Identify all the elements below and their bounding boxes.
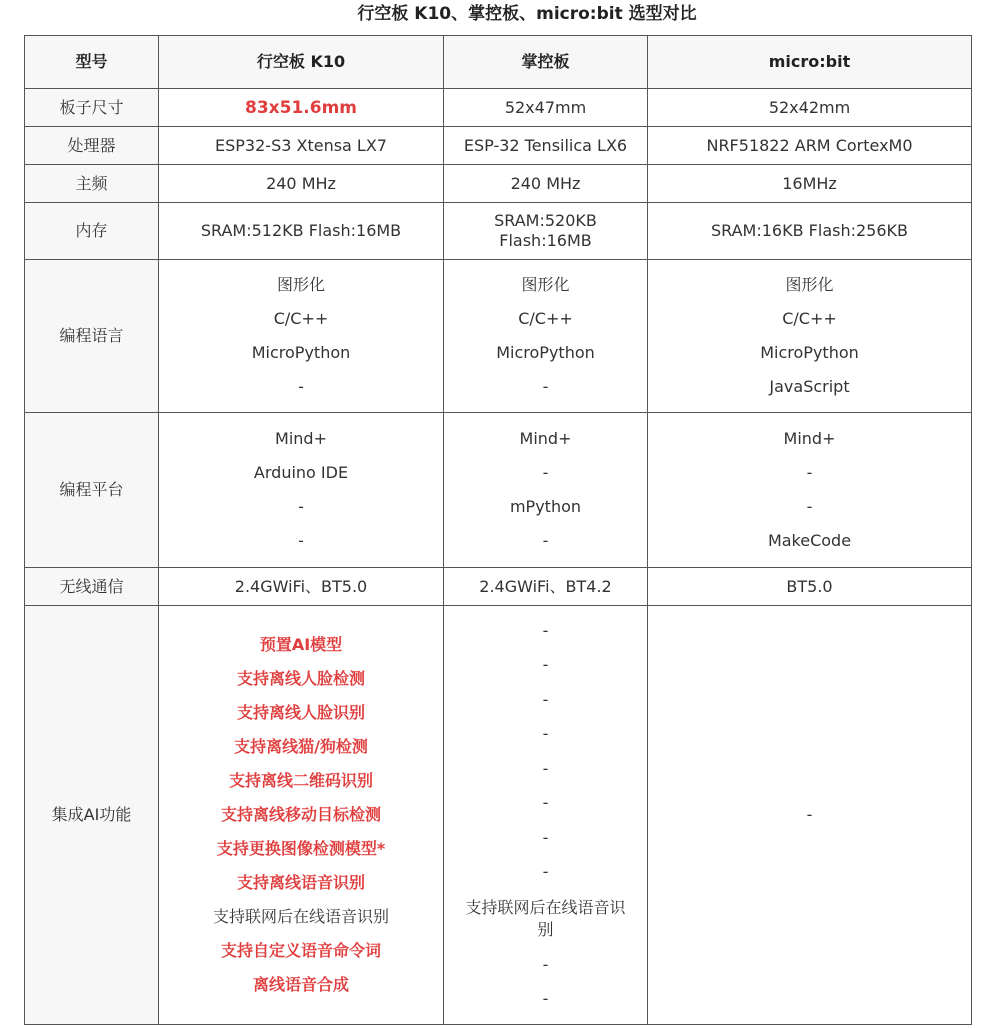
row-label-platform: 编程平台 bbox=[25, 413, 159, 568]
list-item: - bbox=[542, 463, 549, 482]
list-item: - bbox=[542, 954, 549, 974]
list-item-online-voice bbox=[448, 890, 643, 948]
list-item: - bbox=[298, 531, 304, 550]
table-row bbox=[25, 89, 972, 127]
cell-k10-cpu: ESP32-S3 Xtensa LX7 bbox=[159, 127, 444, 165]
list-item: MicroPython bbox=[496, 343, 595, 362]
list-item: - bbox=[542, 793, 549, 812]
list-item: mPython bbox=[509, 497, 582, 516]
cell-zk-ai bbox=[444, 606, 648, 1025]
row-label-lang: 编程语言 bbox=[25, 260, 159, 413]
list-item: 离线语音合成 bbox=[252, 975, 349, 994]
cell-zk-mem bbox=[444, 203, 648, 260]
table-row bbox=[25, 165, 972, 203]
zk-online-line1: 支持联网后在线语音识 bbox=[465, 897, 626, 917]
list-item: 支持自定义语音命令词 bbox=[220, 941, 381, 960]
list-item: C/C++ bbox=[782, 309, 837, 328]
list-item: 支持离线人脸识别 bbox=[236, 703, 365, 722]
zk-online-line2: 别 bbox=[537, 919, 554, 939]
list-item: Arduino IDE bbox=[253, 463, 349, 482]
table-header-row bbox=[25, 36, 972, 89]
list-item: - bbox=[542, 724, 549, 743]
table-row bbox=[25, 568, 972, 606]
header-model: 型号 bbox=[25, 36, 159, 89]
list-item: MakeCode bbox=[767, 531, 852, 550]
header-k10: 行空板 K10 bbox=[159, 36, 444, 89]
list-item: MicroPython bbox=[251, 343, 351, 362]
cell-k10-freq: 240 MHz bbox=[159, 165, 444, 203]
table-row bbox=[25, 260, 972, 413]
row-label-ai: 集成AI功能 bbox=[25, 606, 159, 1025]
cell-zk-lang bbox=[444, 260, 648, 413]
cell-mb-wireless: BT5.0 bbox=[648, 568, 972, 606]
list-item: - bbox=[542, 531, 549, 550]
list-item: - bbox=[542, 989, 549, 1008]
cell-mb-mem: SRAM:16KB Flash:256KB bbox=[648, 203, 972, 260]
list-item: - bbox=[806, 497, 813, 516]
list-item: - bbox=[298, 497, 304, 516]
cell-zk-size: 52x47mm bbox=[444, 89, 648, 127]
list-item: - bbox=[298, 377, 304, 396]
row-label-freq: 主频 bbox=[25, 165, 159, 203]
cell-k10-ai bbox=[159, 606, 444, 1025]
list-item: - bbox=[542, 655, 549, 674]
list-item: 支持更换图像检测模型* bbox=[216, 839, 386, 858]
list-item: Mind+ bbox=[519, 429, 572, 448]
cell-k10-size: 83x51.6mm bbox=[159, 89, 444, 127]
cell-zk-freq: 240 MHz bbox=[444, 165, 648, 203]
row-label-wireless: 无线通信 bbox=[25, 568, 159, 606]
list-item: C/C++ bbox=[273, 309, 329, 328]
list-item: 图形化 bbox=[276, 275, 325, 294]
cell-zk-mem-line2: Flash:16MB bbox=[499, 231, 592, 250]
list-item: JavaScript bbox=[769, 377, 850, 396]
list-item: 预置AI模型 bbox=[259, 635, 343, 654]
list-item: 支持离线移动目标检测 bbox=[220, 805, 381, 824]
cell-zk-wireless: 2.4GWiFi、BT4.2 bbox=[444, 568, 648, 606]
row-label-cpu: 处理器 bbox=[25, 127, 159, 165]
header-zhangkong: 掌控板 bbox=[444, 36, 648, 89]
cell-mb-platform bbox=[648, 413, 972, 568]
list-item: - bbox=[542, 689, 549, 709]
list-item: 支持离线二维码识别 bbox=[228, 771, 373, 790]
list-item: - bbox=[542, 862, 549, 881]
table-row bbox=[25, 127, 972, 165]
cell-k10-lang bbox=[159, 260, 444, 413]
cell-mb-ai: - bbox=[648, 606, 972, 1025]
list-item: - bbox=[542, 377, 549, 396]
table-row bbox=[25, 203, 972, 260]
cell-zk-mem-line1: SRAM:520KB bbox=[494, 211, 597, 230]
cell-mb-lang bbox=[648, 260, 972, 413]
cell-mb-freq: 16MHz bbox=[648, 165, 972, 203]
page-title: 行空板 K10、掌控板、micro:bit 选型对比 bbox=[357, 4, 697, 24]
cell-zk-cpu: ESP-32 Tensilica LX6 bbox=[444, 127, 648, 165]
list-item: 图形化 bbox=[785, 275, 834, 294]
list-item: - bbox=[806, 463, 813, 482]
cell-k10-mem: SRAM:512KB Flash:16MB bbox=[159, 203, 444, 260]
list-item: 支持离线猫/狗检测 bbox=[234, 737, 368, 756]
cell-mb-size: 52x42mm bbox=[648, 89, 972, 127]
row-label-size: 板子尺寸 bbox=[25, 89, 159, 127]
cell-k10-platform bbox=[159, 413, 444, 568]
cell-k10-wireless: 2.4GWiFi、BT5.0 bbox=[159, 568, 444, 606]
comparison-table bbox=[24, 35, 972, 1025]
table-row bbox=[25, 606, 972, 1025]
header-microbit: micro:bit bbox=[648, 36, 972, 89]
list-item: - bbox=[542, 758, 549, 778]
list-item: 图形化 bbox=[521, 275, 570, 294]
table-row bbox=[25, 413, 972, 568]
list-item: - bbox=[542, 827, 549, 847]
list-item: Mind+ bbox=[783, 429, 836, 448]
list-item: 支持离线语音识别 bbox=[236, 873, 365, 892]
cell-zk-platform bbox=[444, 413, 648, 568]
list-item: C/C++ bbox=[518, 309, 573, 328]
list-item: 支持离线人脸检测 bbox=[236, 669, 365, 688]
list-item: MicroPython bbox=[760, 343, 859, 362]
list-item: - bbox=[542, 620, 549, 640]
list-item: 支持联网后在线语音识别 bbox=[212, 907, 389, 926]
row-label-mem: 内存 bbox=[25, 203, 159, 260]
cell-mb-cpu: NRF51822 ARM CortexM0 bbox=[648, 127, 972, 165]
list-item: Mind+ bbox=[275, 429, 327, 448]
